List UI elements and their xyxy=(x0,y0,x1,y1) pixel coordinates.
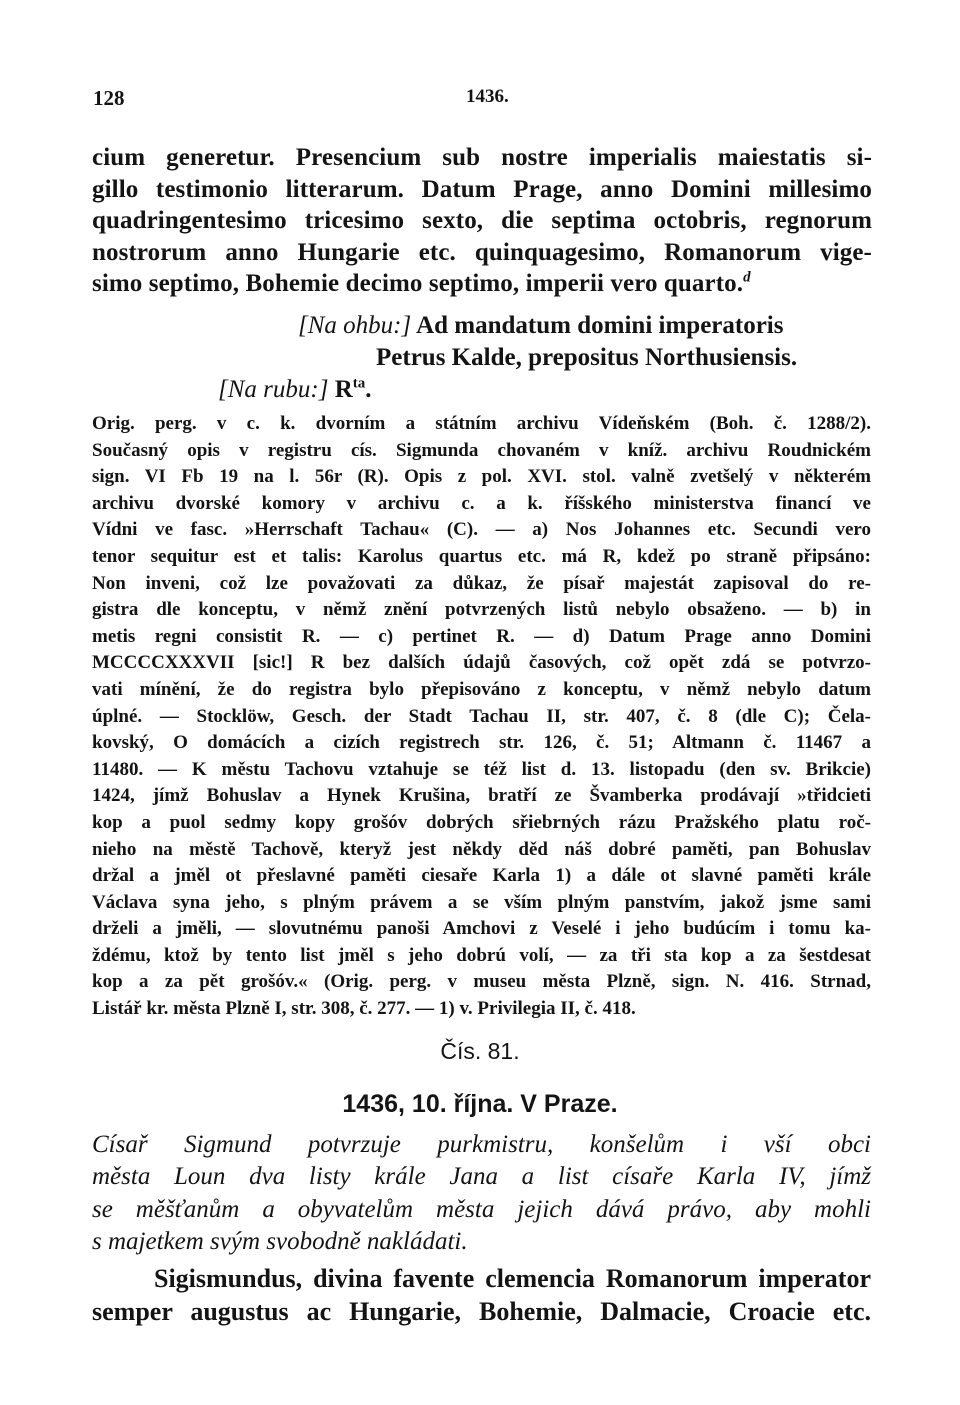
note-line: úplné. — Stocklöw, Gesch. der Stadt Tachau II, str. 407, č. 8 (dle C); Čela- xyxy=(92,705,871,727)
footnote-marker: d xyxy=(743,270,751,287)
document-date: 1436, 10. října. V Praze. xyxy=(342,1090,618,1118)
note-line: gistra dle konceptu, v němž znění potvrzených listů nebylo obsaženo. — b) in xyxy=(92,599,871,621)
note-line: 11480. — K městu Tachovu vztahuje se též list d. 13. listopadu (den sv. Brikcie) xyxy=(92,758,871,780)
note-line: MCCCCXXXVII [sic!] R bez dalších údajů časových, což opět zdá se potvrzo- xyxy=(92,652,871,674)
regest-line: se měšťanům a obyvatelům města jejich dává právo, aby mohli xyxy=(92,1195,871,1223)
rubu-end: . xyxy=(365,376,372,403)
regest-line: města Loun dva listy krále Jana a list císaře Karla IV, jímž xyxy=(92,1163,871,1191)
note-line: kop a puol sedmy kopy grošóv dobrých sřiebrných rázu Pražského platu roč- xyxy=(92,811,871,833)
note-line: 1424, jímž Bohuslav a Hynek Krušina, bratří ze Švamberka prodávají »třidcieti xyxy=(92,785,871,807)
note-line: sign. VI Fb 19 na l. 56r (R). Opis z pol. XVI. stol. valně zvetšelý v některém xyxy=(92,466,871,488)
note-line: Orig. perg. v c. k. dvorním a státním archivu Vídeňském (Boh. č. 1288/2). xyxy=(92,413,871,434)
running-header-year: 1436. xyxy=(466,86,509,107)
page-number: 128 xyxy=(93,86,125,110)
charter-text-end xyxy=(92,142,872,300)
note-line: archivu dvorské komory v archivu c. a k. říšského ministerstva financí ve xyxy=(92,492,871,514)
signature-ohbu xyxy=(298,312,783,340)
note-line: nieho na městě Tachově, kteryž jest někdy děd náš dobré paměti, pan Bohuslav xyxy=(92,838,871,860)
ohbu-text: Ad mandatum domini imperatoris xyxy=(416,312,784,339)
note-line: vati mínění, že do registra bylo přepisováno z konceptu, v němž nebylo datum xyxy=(92,678,871,700)
regest-line: Císař Sigmund potvrzuje purkmistru, konšelům i vší obci xyxy=(92,1131,871,1158)
ohbu-text-2: Petrus Kalde, prepositus Northusiensis. xyxy=(376,344,798,371)
text-line: Sigismundus, divina favente clemencia Romanorum imperator xyxy=(154,1264,871,1293)
note-line: Václava syna jeho, s plným právem a se vším plným panstvím, jakož jsme sami xyxy=(92,891,871,913)
text-line: quadringentesimo tricesimo sexto, die septima octobris, regnorum xyxy=(92,207,872,235)
text-line-last xyxy=(92,268,872,300)
text-line: cium generetur. Presencium sub nostre imperialis maiestatis si- xyxy=(92,144,872,171)
regest-line: s majetkem svým svobodně nakládati. xyxy=(92,1228,468,1256)
note-line: drželi a jměli, — slovutnému panoši Amchovi z Veselé i jeho budúcím i tomu ka- xyxy=(92,918,871,940)
note-line: metis regni consistit R. — c) pertinet R. — d) Datum Prage anno Domini xyxy=(92,625,871,647)
document-number: Čís. 81. xyxy=(440,1038,520,1064)
text-line: gillo testimonio litterarum. Datum Prage, anno Domini millesimo xyxy=(92,175,872,203)
note-line: Vídni ve fasc. »Herrschaft Tachau« (C). — a) Nos Johannes etc. Secundi vero xyxy=(92,519,871,541)
text-line: simo septimo, Bohemie decimo septimo, imperii vero quarto. xyxy=(92,270,744,298)
note-line: Non inveni, což lze považovati za důkaz, že písař majestát zapisoval do re- xyxy=(92,572,871,594)
ohbu-label: [Na ohbu:] xyxy=(298,312,412,339)
rubu-text: R xyxy=(334,376,353,403)
charter-text-start xyxy=(92,1262,871,1328)
note-line: kovský, O domácích a cizích registrech str. 126, č. 51; Altmann č. 11467 a xyxy=(92,732,871,754)
note-line: kop a za pět grošóv.« (Orig. perg. v museu města Plzně, sign. N. 416. Strnad, xyxy=(92,971,871,993)
note-line: tenor sequitur est et talis: Karolus quartus etc. má R, kdež po straně připsáno: xyxy=(92,545,871,567)
signature-rubu xyxy=(218,376,372,404)
note-line: ždému, ktož by tento list jměl s jeho dobrú volí, — za tři sta kop a za šestdesat xyxy=(92,944,871,966)
critical-apparatus xyxy=(92,411,871,1023)
rubu-label: [Na rubu:] xyxy=(218,376,329,403)
note-line: držal a jměl ot přeslavné paměti ciesaře Karla 1) a dále ot slavné paměti krále xyxy=(92,865,871,887)
rubu-sup: ta xyxy=(352,375,366,392)
text-line: nostrorum anno Hungarie etc. quinquagesimo, Romanorum vige- xyxy=(92,238,872,266)
note-line: Současný opis v registru cís. Sigmunda chovaném v kníž. archivu Roudnickém xyxy=(92,439,871,461)
note-line: Listář kr. města Plzně I, str. 308, č. 277. — 1) v. Privilegia II, č. 418. xyxy=(92,998,636,1020)
text-line: semper augustus ac Hungarie, Bohemie, Dalmacie, Croacie etc. xyxy=(92,1297,871,1326)
regest xyxy=(92,1129,871,1259)
